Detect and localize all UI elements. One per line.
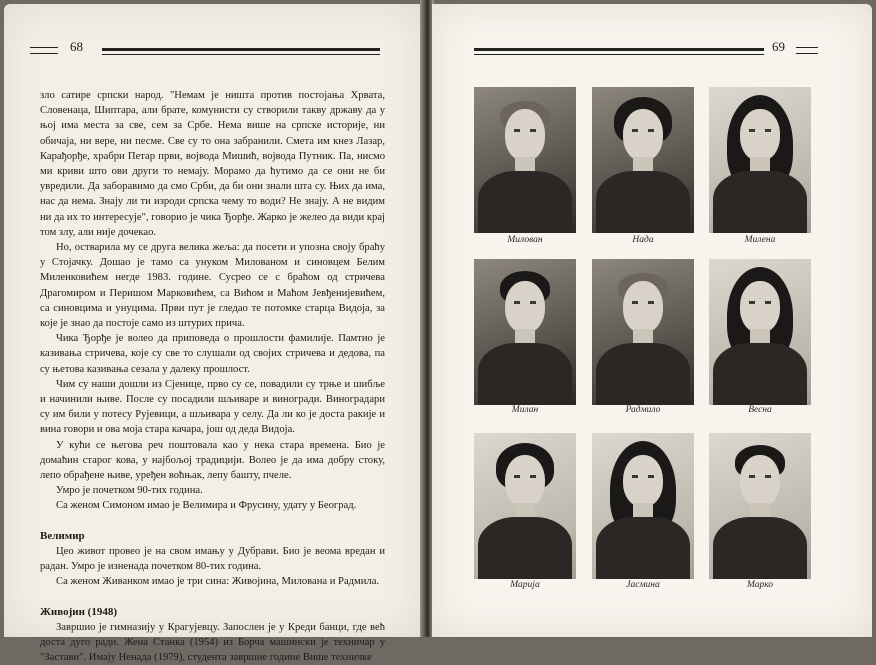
paragraph: Са женом Симоном имао је Велимира и Фрусину, удату у Београд. <box>56 500 357 512</box>
portrait-photo <box>709 433 811 579</box>
portrait-photo <box>592 259 694 405</box>
portrait-photo <box>474 259 576 405</box>
right-page-header <box>474 39 826 62</box>
paragraph: У кући се његова реч поштовала као у нека стара времена. Био је домаћин старог кова, у најбољој традицији. Волео је да има добру стоку, лепо обрађене њиве, уређен воћњак, лепу башту, пчеле. <box>40 439 385 482</box>
portrait-photo <box>474 87 576 233</box>
portrait-eyes <box>514 475 536 478</box>
portrait-eyes <box>749 301 771 304</box>
paragraph: Чим су наши дошли из Сјенице, прво су се, повадили су трње и шибље и начинили њиве. После су посадили шљиваре и виногради. Виноградари су им били у потесу Рујевици, а шљивара у селу. Да ли ко је доста ракије и вина говори и ова моја стара качара, још од деда Видоја. <box>40 378 385 436</box>
portrait-eyes <box>632 475 654 478</box>
portrait-eyes <box>749 129 771 132</box>
portrait-photo <box>474 433 576 579</box>
photo-caption: Милена <box>744 235 776 245</box>
header-rule <box>102 48 380 51</box>
portrait-photo <box>592 433 694 579</box>
portrait-body <box>478 171 572 233</box>
portrait-face <box>505 281 545 333</box>
header-rule <box>30 47 58 48</box>
portrait-face <box>623 109 663 161</box>
photo-caption: Марко <box>746 580 774 590</box>
portrait-face <box>740 455 780 507</box>
photo-caption: Нада <box>632 235 654 245</box>
paragraph: Завршио је гимназију у Крагујевцу. Запослен је у Креди банци, где већ доста дуго ради. Жена Станка (1954) из Борча машински је техничар у "Застави". Имају Ненада (1979), студента завршне године Више техничке <box>40 621 385 664</box>
portrait-body <box>713 171 807 233</box>
paragraph-spacer <box>40 590 385 605</box>
portrait-photo <box>709 259 811 405</box>
portrait-photo <box>709 87 811 233</box>
photo-caption: Милан <box>511 405 539 415</box>
portrait-face <box>740 281 780 333</box>
portrait-body <box>596 517 690 579</box>
header-rule <box>30 53 58 54</box>
portrait-eyes <box>632 301 654 304</box>
portrait-eyes <box>514 301 536 304</box>
header-rule <box>102 54 380 55</box>
portrait-face <box>623 281 663 333</box>
paragraph: Цео живот провео је на свом имању у Дубрави. Био је веома вредан и радан. Умро је изненада почетком 80-тих година. <box>40 545 385 573</box>
portrait-body <box>596 171 690 233</box>
portrait-photo <box>592 87 694 233</box>
paragraph: Умро је почетком 90-тих година. <box>56 485 203 497</box>
paragraph-spacer <box>40 514 385 529</box>
portrait-face <box>505 455 545 507</box>
photo-caption: Јасмина <box>626 580 660 590</box>
portrait-body <box>478 517 572 579</box>
header-rule <box>796 47 818 48</box>
portrait-body <box>478 343 572 405</box>
left-page-header <box>30 39 380 62</box>
header-rule <box>796 53 818 54</box>
paragraph: зло сатире српски народ. "Немам је ништа против постојања Хрвата, Словенаца, Шиптара, али брате, комунисти су створили такву државу да у њој има места за све, сем за Србе. Нема више на српске историје, ни обичаја, ни вере, ни песме. Све су то она забранили. Смета им кнез Лазар, Карађорђе, храбри Петар први, војвода Мишић, војвода Путник. Па, нисмо ми криви што ови други то немају. Морамо да ћутимо да се они не би увредили. Да заборавимо да смо Срби, да би они знали шта су. Њих да има, нас да нема. Знају ли ти изроди српска чему то води? Не знају. А не видим ни да их то интересује", говорио је чика Ђорђе. Жарко је желео да види крај том злу, али није дочекао. <box>40 90 385 238</box>
portrait-face <box>505 109 545 161</box>
photo-caption: Марија <box>510 580 540 590</box>
photo-caption: Милован <box>507 235 543 245</box>
page-number: 68 <box>70 39 83 54</box>
portrait-body <box>596 343 690 405</box>
header-rule <box>474 54 764 55</box>
section-heading: Велимир <box>40 529 85 542</box>
page-number: 69 <box>772 39 785 54</box>
portrait-body <box>713 517 807 579</box>
portrait-body <box>713 343 807 405</box>
section-heading: Живојин (1948) <box>40 605 117 618</box>
paragraph: Чика Ђорђе је волео да приповеда о прошлости фамилије. Памтио је казивања стричева, које су све то слушали од својих стричева и дедова, па су њетова казивања сезала у далеку прошлост. <box>40 333 385 375</box>
left-page-body-text <box>40 88 385 665</box>
photo-caption: Радмило <box>625 405 661 415</box>
portrait-eyes <box>632 129 654 132</box>
paragraph: Но, остварила му се друга велика жеља: да посети и упозна своју браћу у Стојачку. Дошао је тамо са унуком Милованом и синовцем Белим Миленковићем негде 1983. године. Сусрео се с браћом од стричева Драгомиром и Перишом Марковићем, са Вићом и Маћом Јевђенијевићем, са синовцима и унуцима. Први пут је гледао те потомке старца Видоја, за које је знао да постоје само из штурих прича. <box>40 242 385 330</box>
portrait-face <box>740 109 780 161</box>
portrait-face <box>623 455 663 507</box>
photo-caption: Весна <box>748 405 772 415</box>
portrait-eyes <box>514 129 536 132</box>
paragraph: Са женом Живанком имао је три сина: Живојина, Милована и Радмила. <box>56 576 380 588</box>
portrait-eyes <box>749 475 771 478</box>
header-rule <box>474 48 764 51</box>
